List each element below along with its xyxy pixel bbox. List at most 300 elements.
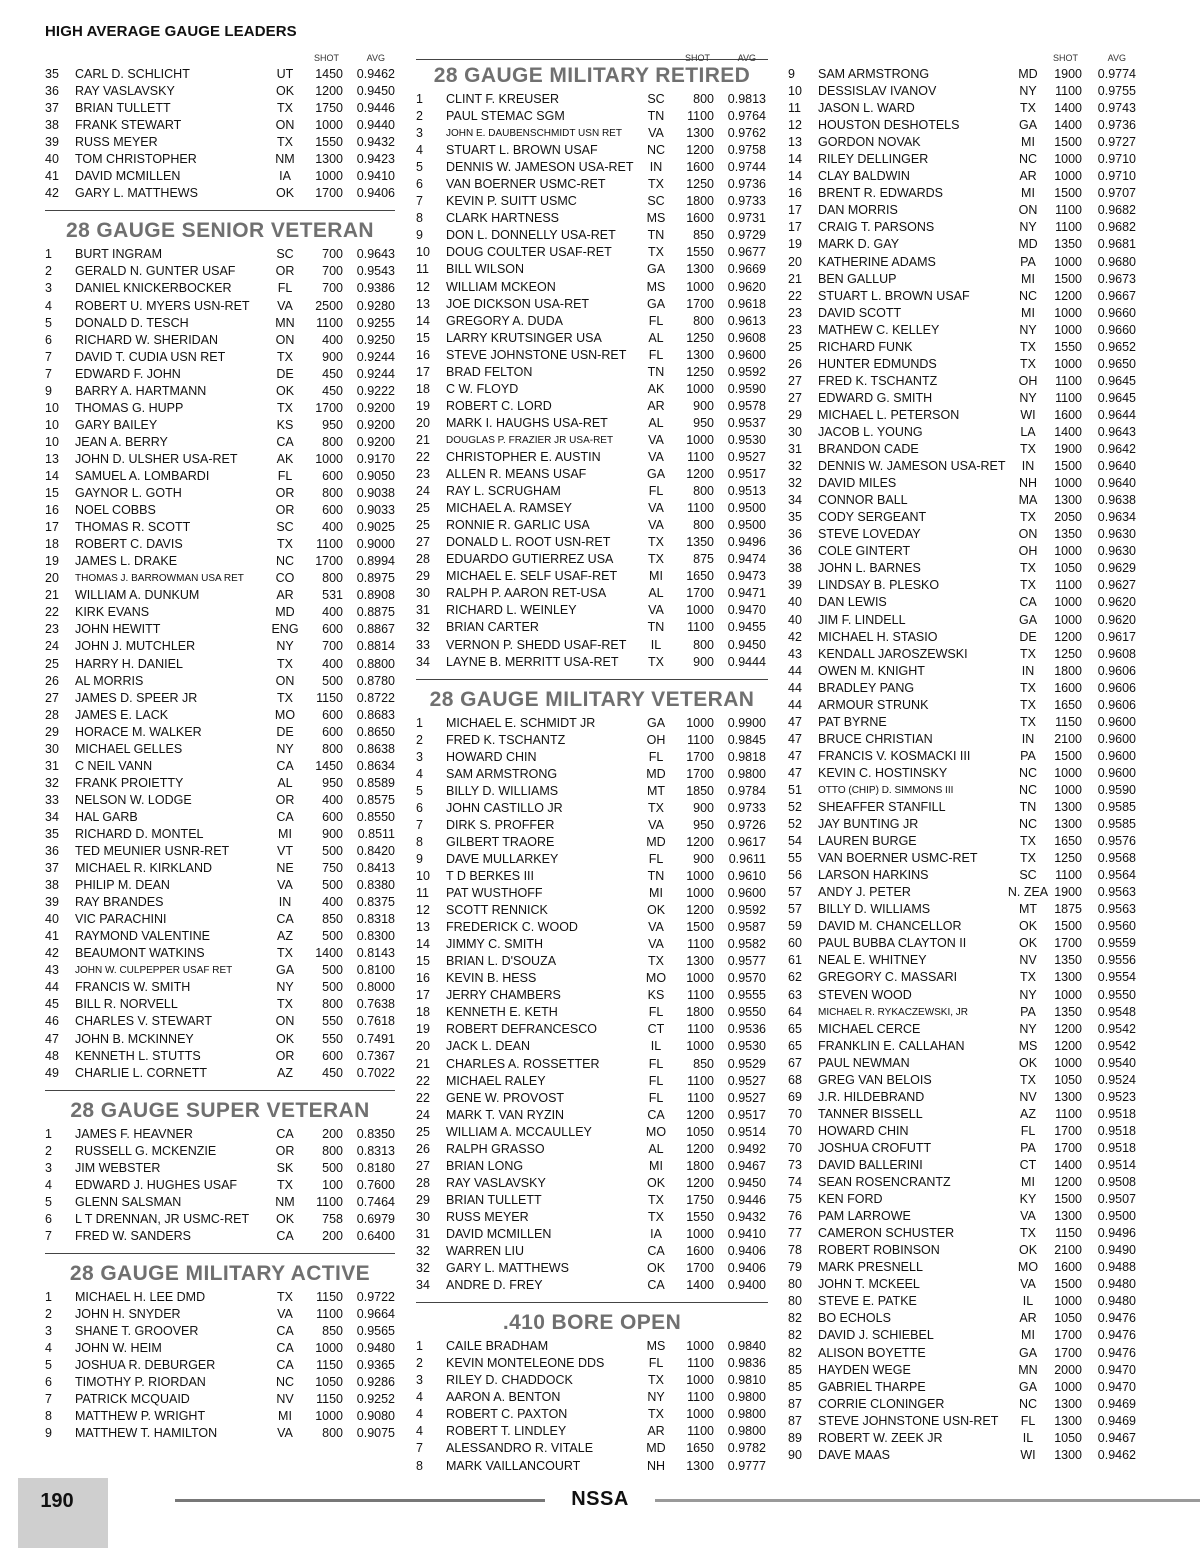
avg-cell: 0.9627: [1097, 578, 1136, 593]
table-row: [416, 1175, 768, 1192]
avg-cell: 0.9634: [1097, 510, 1136, 525]
state-cell: MS: [646, 279, 666, 294]
avg-cell: 0.9423: [356, 152, 395, 167]
shot-cell: 500: [322, 980, 343, 995]
rank-cell: 19: [416, 398, 430, 413]
shot-cell: 1150: [316, 1392, 343, 1407]
rank-cell: 68: [788, 1072, 802, 1087]
table-row: [416, 1004, 768, 1021]
shot-cell: 1800: [686, 1005, 714, 1020]
state-cell: CT: [647, 1022, 665, 1037]
state-cell: NC: [1018, 152, 1038, 167]
table-row: [416, 654, 768, 671]
table-row: [45, 979, 395, 996]
state-cell: TN: [647, 620, 665, 635]
table-row: [416, 432, 768, 449]
shot-cell: 400: [322, 332, 343, 347]
name-cell: EDWARD F. JOHN: [75, 366, 181, 381]
table-row: [45, 151, 395, 168]
avg-cell: 0.9500: [727, 518, 766, 533]
name-cell: GARY BAILEY: [75, 417, 158, 432]
avg-cell: 0.9517: [727, 467, 766, 482]
rank-cell: 19: [416, 1022, 430, 1037]
avg-cell: 0.9617: [727, 834, 766, 849]
avg-cell: 0.9600: [1097, 765, 1136, 780]
name-cell: CARL D. SCHLICHT: [75, 67, 190, 81]
rank-cell: 21: [45, 588, 59, 603]
section-header-group: [416, 50, 768, 91]
shot-cell: 1700: [1054, 1328, 1082, 1343]
state-cell: CA: [276, 809, 294, 824]
name-cell: JAMES D. SPEER JR: [75, 690, 198, 705]
name-cell: DAN LEWIS: [818, 595, 887, 610]
name-cell: STEVEN WOOD: [818, 987, 912, 1002]
rank-cell: 49: [45, 1065, 59, 1080]
state-cell: TX: [1020, 561, 1036, 576]
page-number: 190: [40, 1490, 74, 1512]
avg-cell: 0.9518: [1097, 1123, 1136, 1138]
avg-cell: 0.9630: [1097, 527, 1136, 542]
shot-cell: 1700: [686, 749, 714, 764]
name-cell: GENE W. PROVOST: [446, 1090, 565, 1105]
state-cell: OH: [1018, 544, 1038, 559]
state-cell: CA: [276, 912, 294, 927]
shot-cell: 850: [322, 1324, 343, 1339]
shot-cell: 800: [693, 484, 714, 499]
state-cell: NC: [646, 143, 666, 158]
table-row: [45, 1357, 395, 1374]
state-cell: NY: [276, 741, 294, 756]
rank-cell: 28: [416, 1175, 430, 1190]
avg-cell: 0.9555: [727, 988, 766, 1003]
state-cell: NV: [1019, 1089, 1037, 1104]
state-cell: OK: [1018, 1055, 1038, 1070]
name-cell: BRIAN L. D'SOUZA: [446, 954, 557, 969]
name-cell: T D BERKES III: [446, 869, 534, 884]
avg-cell: 0.8975: [356, 571, 395, 586]
table-row: [788, 475, 1138, 492]
rank-cell: 32: [788, 459, 802, 474]
avg-cell: 0.9818: [727, 749, 766, 764]
name-cell: MARK D. GAY: [818, 237, 900, 252]
table-row: [45, 1048, 395, 1065]
table-row: [45, 911, 395, 928]
name-cell: C NEIL VANN: [75, 758, 153, 773]
avg-cell: 0.9643: [1097, 424, 1136, 439]
rank-cell: 47: [45, 1031, 59, 1046]
rank-cell: 87: [788, 1396, 802, 1411]
rank-cell: 7: [45, 1228, 52, 1243]
avg-cell: 0.9450: [727, 637, 766, 652]
rank-cell: 25: [416, 1124, 430, 1139]
shot-cell: 1300: [686, 1458, 714, 1473]
table-row: [416, 347, 768, 364]
avg-cell: 0.8143: [356, 946, 395, 961]
state-cell: VA: [1020, 1277, 1036, 1292]
shot-cell: 1100: [687, 1090, 714, 1105]
table-row: [45, 1374, 395, 1391]
avg-cell: 0.9707: [1097, 186, 1136, 201]
avg-cell: 0.8683: [356, 707, 395, 722]
state-cell: OR: [275, 264, 295, 279]
table-row: [416, 108, 768, 125]
table-row: [45, 860, 395, 877]
avg-cell: 0.9470: [727, 603, 766, 618]
rank-cell: 14: [788, 169, 802, 184]
state-cell: NY: [1019, 390, 1037, 405]
state-cell: CA: [276, 1228, 294, 1243]
rank-cell: 21: [788, 271, 802, 286]
table-row: [788, 322, 1138, 339]
name-cell: FRED K. TSCHANTZ: [818, 373, 938, 388]
avg-cell: 0.9669: [727, 262, 766, 277]
state-cell: GA: [1018, 1379, 1038, 1394]
name-cell: PAUL NEWMAN: [818, 1055, 910, 1070]
table-row: [416, 517, 768, 534]
rank-cell: 44: [45, 980, 59, 995]
avg-cell: 0.9800: [727, 766, 766, 781]
name-cell: DON L. DONNELLY USA-RET: [446, 228, 616, 243]
avg-cell: 0.8800: [356, 656, 395, 671]
state-cell: AL: [648, 1141, 664, 1156]
rank-cell: 25: [45, 656, 59, 671]
table-row: [45, 570, 395, 587]
table-row: [788, 884, 1138, 901]
rank-cell: 36: [788, 527, 802, 542]
rank-cell: 21: [416, 432, 430, 447]
shot-cell: 1900: [1054, 442, 1082, 457]
rank-cell: 57: [788, 885, 802, 900]
state-cell: VA: [277, 1426, 293, 1441]
table-row: [416, 868, 768, 885]
shot-cell: 1150: [316, 1358, 343, 1373]
state-cell: TX: [648, 1209, 664, 1224]
table-row: [45, 707, 395, 724]
rank-cell: 19: [45, 554, 59, 569]
shot-cell: 2050: [1054, 510, 1082, 525]
state-cell: SC: [276, 247, 294, 262]
shot-cell: 950: [693, 817, 714, 832]
avg-cell: 0.9471: [727, 586, 766, 601]
shot-cell: 900: [322, 826, 343, 841]
shot-cell: 1000: [686, 1227, 714, 1241]
avg-cell: 0.9722: [356, 1290, 395, 1304]
state-cell: AL: [648, 330, 664, 345]
table-row: [788, 1055, 1138, 1072]
state-cell: TX: [1020, 646, 1036, 661]
name-cell: PAT WUSTHOFF: [446, 886, 543, 901]
shot-cell: 1250: [686, 330, 714, 345]
shot-cell: 1500: [1054, 186, 1082, 201]
shot-cell: 1050: [1054, 1430, 1082, 1445]
name-cell: BRENT R. EDWARDS: [818, 186, 944, 201]
name-cell: CODY SERGEANT: [818, 510, 927, 525]
table-row: [45, 553, 395, 570]
rank-cell: 17: [416, 364, 430, 379]
section-divider: [45, 1090, 395, 1091]
rank-cell: 9: [416, 851, 423, 866]
shot-cell: 1100: [1055, 390, 1082, 405]
state-cell: NY: [1019, 1021, 1037, 1036]
shot-cell: 1200: [1054, 1038, 1082, 1053]
shot-cell: 2100: [1054, 1243, 1082, 1258]
state-cell: TX: [1020, 714, 1036, 729]
state-cell: PA: [1020, 748, 1036, 763]
rank-cell: 90: [788, 1447, 802, 1462]
table-row: [416, 732, 768, 749]
avg-cell: 0.6400: [356, 1228, 395, 1243]
state-cell: CA: [276, 758, 294, 773]
table-row: [788, 1208, 1138, 1225]
name-cell: GARY L. MATTHEWS: [75, 186, 198, 201]
name-cell: CLINT F. KREUSER: [446, 92, 559, 106]
state-cell: FL: [648, 1356, 664, 1371]
shot-cell: 1300: [1054, 1209, 1082, 1224]
rank-cell: 29: [45, 724, 59, 739]
avg-cell: 0.9667: [1097, 288, 1136, 303]
rank-cell: 17: [45, 520, 59, 535]
avg-cell: 0.9582: [727, 937, 766, 952]
avg-cell: 0.8000: [356, 980, 395, 995]
avg-cell: 0.9446: [356, 101, 395, 116]
rank-cell: 30: [788, 424, 802, 439]
name-cell: JAMES E. LACK: [75, 707, 169, 722]
name-cell: JOHN T. MCKEEL: [818, 1277, 920, 1292]
shot-header: SHOT: [684, 53, 710, 63]
name-cell: BRIAN LONG: [446, 1158, 524, 1173]
name-cell: BRADLEY PANG: [818, 680, 915, 695]
table-row: [45, 690, 395, 707]
state-cell: UT: [276, 67, 294, 81]
shot-cell: 1200: [686, 1175, 714, 1190]
shot-cell: 1300: [1054, 800, 1082, 815]
avg-cell: 0.9755: [1097, 84, 1136, 99]
name-cell: JOHN H. SNYDER: [75, 1307, 181, 1322]
rank-cell: 47: [788, 765, 802, 780]
shot-cell: 1550: [1054, 339, 1082, 354]
table-row: [788, 867, 1138, 884]
rank-cell: 15: [45, 486, 59, 501]
avg-cell: 0.9473: [727, 569, 766, 584]
state-cell: GA: [646, 715, 666, 730]
name-cell: GABRIEL THARPE: [818, 1379, 926, 1394]
shot-cell: 1300: [1054, 1447, 1082, 1462]
name-cell: DAVID SCOTT: [818, 305, 902, 320]
shot-cell: 1700: [1054, 1140, 1082, 1155]
name-cell: JOHN E. DAUBENSCHMIDT USN RET: [446, 128, 622, 140]
name-cell: JOHN B. MCKINNEY: [75, 1031, 194, 1046]
state-cell: FL: [1020, 1413, 1036, 1428]
shot-cell: 550: [322, 1014, 343, 1029]
avg-cell: 0.9480: [1097, 1294, 1136, 1309]
name-cell: DAVE MAAS: [818, 1447, 891, 1462]
rank-cell: 8: [416, 211, 423, 226]
avg-cell: 0.8300: [356, 929, 395, 944]
rank-cell: 29: [416, 569, 430, 584]
table-row: [788, 629, 1138, 646]
rank-cell: 10: [788, 84, 802, 99]
table-row: [416, 466, 768, 483]
table-row: [45, 536, 395, 553]
name-cell: AL MORRIS: [75, 673, 144, 688]
rank-cell: 38: [45, 118, 59, 133]
avg-cell: 0.8318: [356, 912, 395, 927]
avg-cell: 0.7367: [356, 1048, 395, 1063]
state-cell: TX: [648, 800, 664, 815]
state-cell: GA: [1018, 612, 1038, 627]
state-cell: AR: [647, 398, 665, 413]
shot-cell: 1300: [686, 262, 714, 277]
rank-cell: 29: [416, 1192, 430, 1207]
shot-cell: 1000: [1054, 1055, 1082, 1070]
rank-cell: 36: [788, 544, 802, 559]
avg-cell: 0.9410: [727, 1227, 766, 1241]
shot-cell: 1000: [1054, 987, 1082, 1002]
shot-cell: 1300: [315, 152, 343, 167]
avg-cell: 0.9025: [356, 520, 395, 535]
shot-cell: 800: [693, 313, 714, 328]
rank-cell: 14: [416, 313, 430, 328]
avg-cell: 0.9608: [1097, 646, 1136, 661]
table-row: [788, 1191, 1138, 1208]
state-cell: OK: [1018, 936, 1038, 951]
state-cell: CT: [1019, 1158, 1037, 1172]
shot-cell: 1300: [1054, 1413, 1082, 1428]
rank-cell: 20: [788, 254, 802, 269]
shot-cell: 1500: [1054, 748, 1082, 763]
avg-cell: 0.9900: [727, 715, 766, 730]
table-row: [45, 280, 395, 297]
name-cell: HAL GARB: [75, 809, 138, 824]
rank-cell: 32: [45, 775, 59, 790]
shot-cell: 1800: [686, 194, 714, 209]
rank-cell: 82: [788, 1328, 802, 1343]
state-cell: MI: [1021, 135, 1035, 150]
shot-cell: 1500: [686, 920, 714, 935]
rank-cell: 69: [788, 1089, 802, 1104]
shot-cell: 1300: [1054, 1089, 1082, 1104]
avg-cell: 0.9508: [1097, 1175, 1136, 1190]
name-cell: TOM CHRISTOPHER: [75, 152, 197, 167]
rank-cell: 7: [45, 366, 52, 381]
state-cell: FL: [648, 851, 664, 866]
avg-cell: 0.9642: [1097, 442, 1136, 457]
table-row: [416, 800, 768, 817]
avg-cell: 0.9764: [727, 109, 766, 124]
shot-cell: 1600: [1054, 407, 1082, 422]
name-cell: MICHAEL L. PETERSON: [818, 407, 960, 422]
avg-cell: 0.9474: [727, 552, 766, 567]
state-cell: OK: [275, 84, 295, 99]
shot-cell: 1050: [1054, 561, 1082, 576]
rank-cell: 6: [45, 1375, 52, 1390]
avg-cell: 0.8722: [356, 690, 395, 705]
shot-cell: 1400: [315, 946, 343, 961]
avg-cell: 0.9365: [356, 1358, 395, 1373]
state-cell: KS: [276, 417, 294, 432]
table-row: [416, 296, 768, 313]
avg-header: AVG: [1107, 53, 1126, 63]
shot-cell: 500: [322, 878, 343, 893]
state-cell: TX: [648, 1192, 664, 1207]
rank-cell: 2: [45, 1307, 52, 1322]
table-row: [45, 451, 395, 468]
rank-cell: 13: [45, 451, 59, 466]
state-cell: DE: [1019, 629, 1037, 644]
shot-cell: 1000: [315, 118, 343, 133]
name-cell: STUART L. BROWN USAF: [446, 143, 598, 158]
rank-cell: 26: [788, 356, 802, 371]
state-cell: NY: [647, 1390, 665, 1405]
name-cell: DAVE MULLARKEY: [446, 851, 559, 866]
state-cell: DE: [276, 724, 294, 739]
table-row: [45, 621, 395, 638]
shot-cell: 1700: [1054, 1345, 1082, 1360]
name-cell: ARMOUR STRUNK: [818, 697, 929, 712]
state-cell: NV: [276, 1392, 294, 1407]
avg-cell: 0.9550: [1097, 987, 1136, 1002]
name-cell: PATRICK MCQUAID: [75, 1392, 190, 1407]
table-row: [45, 1126, 395, 1143]
rank-cell: 13: [416, 920, 430, 935]
name-cell: BRUCE CHRISTIAN: [818, 731, 933, 746]
table-row: [788, 219, 1138, 236]
avg-cell: 0.9540: [1097, 1055, 1136, 1070]
name-cell: AARON A. BENTON: [446, 1390, 561, 1405]
avg-cell: 0.9500: [1097, 1209, 1136, 1224]
name-cell: RONNIE R. GARLIC USA: [446, 518, 590, 533]
shot-cell: 700: [322, 639, 343, 654]
avg-cell: 0.9600: [1097, 714, 1136, 729]
rank-cell: 22: [416, 1090, 430, 1105]
name-cell: LARSON HARKINS: [818, 868, 929, 883]
avg-cell: 0.8313: [356, 1143, 395, 1158]
avg-cell: 0.9488: [1097, 1260, 1136, 1275]
table-row: [788, 1327, 1138, 1344]
name-cell: TANNER BISSELL: [818, 1106, 923, 1121]
table-row: [416, 602, 768, 619]
shot-cell: 1100: [1055, 220, 1082, 235]
shot-cell: 400: [322, 895, 343, 910]
state-cell: VA: [648, 126, 664, 141]
shot-cell: 531: [322, 588, 343, 603]
table-row: [788, 816, 1138, 833]
name-cell: CAILE BRADHAM: [446, 1339, 549, 1354]
state-cell: OK: [275, 383, 295, 398]
table-row: [45, 656, 395, 673]
name-cell: RUSS MEYER: [75, 135, 158, 150]
rank-cell: 21: [416, 1056, 430, 1071]
name-cell: KEVIN P. SUITT USMC: [446, 194, 577, 209]
shot-cell: 1000: [1054, 544, 1082, 559]
shot-cell: 1000: [686, 886, 714, 901]
shot-cell: 1100: [1055, 578, 1082, 593]
rank-cell: 5: [45, 1358, 52, 1373]
avg-cell: 0.9660: [1097, 305, 1136, 320]
shot-cell: 950: [322, 775, 343, 790]
state-cell: FL: [648, 347, 664, 362]
shot-cell: 800: [322, 486, 343, 501]
rank-cell: 20: [416, 415, 430, 430]
table-row: [45, 775, 395, 792]
avg-cell: 0.9762: [727, 126, 766, 141]
shot-cell: 1200: [1054, 1021, 1082, 1036]
shot-cell: 500: [322, 929, 343, 944]
name-cell: BEAUMONT WATKINS: [75, 946, 205, 961]
rank-cell: 47: [788, 748, 802, 763]
name-cell: VAN BOERNER USMC-RET: [818, 851, 978, 866]
name-cell: STUART L. BROWN USAF: [818, 288, 970, 303]
